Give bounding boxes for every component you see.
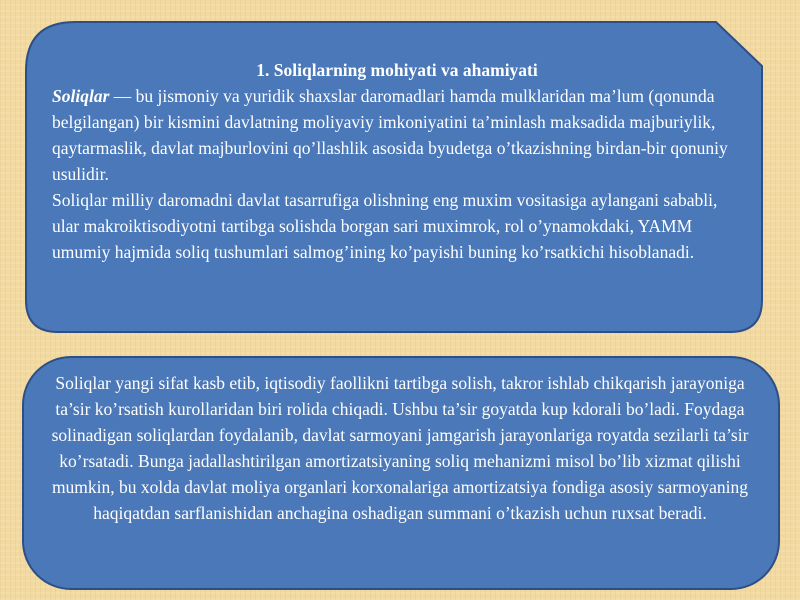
definition-text: — bu jismoniy va yuridik shaxslar daromadlari hamda mulklaridan ma’lum (qonunda belgilangan) bir kismini davlatning moliyaviy imkoniyatini ta’minlash maksadida majburiylik, qaytarmaslik, davlat majburlovini qo’llashlik asosida byudetga o’tkazishning birdan-bir qonuniy usulidir. — [52, 86, 728, 184]
top-text-panel — [52, 57, 742, 265]
bottom-text-panel — [44, 370, 756, 526]
second-paragraph: Soliqlar milliy daromadni davlat tasarrufiga olishning eng muxim vositasiga aylangani sababli, ular makroiktisodiyotni tartibga solishda borgan sari muximrok, rol o’ynamokdaki, YAMM umumiy hajmida soliq tushumlari salmog’ining ko’payishi buning ko’rsatkichi hisoblanadi. — [52, 190, 718, 262]
term-soliqlar: Soliqlar — [52, 86, 110, 106]
definition-paragraph — [52, 83, 742, 187]
bottom-paragraph: Soliqlar yangi sifat kasb etib, iqtisodiy faollikni tartibga solish, takror ishlab chikqarish jarayoniga ta’sir ko’rsatish kurollaridan biri rolida chiqadi. Ushbu ta’sir goyatda kup kdorali bo’ladi. Foydaga solinadigan soliqlardan foydalanib, davlat sarmoyani jamgarish jarayonlariga royatda sezilarli ta’sir ko’rsatadi. Bunga jadallashtirilgan amortizatsiyaning soliq mehanizmi misol bo’lib xizmat qilishi mumkin, bu xolda davlat moliya organlari korxonalariga amortizatsiya fondiga asosiy sarmoyaning haqiqatdan sarflanishidan anchagina oshadigan summani o’tkazish uchun ruxsat beradi. — [51, 373, 749, 523]
slide-title: 1. Soliqlarning mohiyati va ahamiyati — [256, 60, 538, 80]
